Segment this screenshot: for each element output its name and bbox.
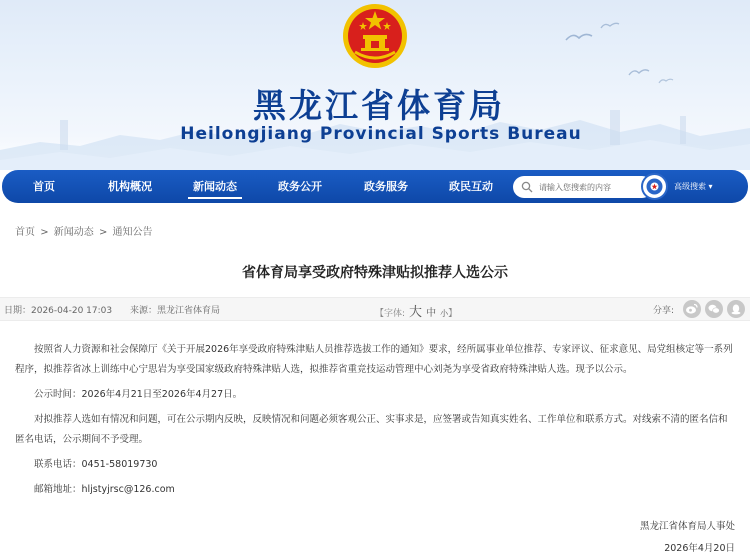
advanced-search-link[interactable]: 高级搜索 ▾ <box>674 182 713 191</box>
share-qq-icon[interactable] <box>727 300 745 318</box>
article-paragraph: 对拟推荐人选如有情况和问题，可在公示期内反映，反映情况和问题必须客观公正、实事求是，应签署或告知真实姓名、工作单位和联系方式。对线索不清的匿名信和匿名电话，公示期间不予受理。 <box>15 414 728 445</box>
article-paragraph: 按照省人力资源和社会保障厅《关于开展2026年享受政府特殊津贴人员推荐选拔工作的通知》要求，经所属事业单位推荐、专家评议、征求意见、局党组核定等一系列程序，拟推荐省冰上训练中心宁思岩为享受国家级政府特殊津贴人选，拟推荐省重竞技运动管理中心刘尧为享受省政府特殊津贴人选。现予以公示。 <box>15 344 733 375</box>
signature-organization: 黑龙江省体育局人事处 <box>639 521 735 532</box>
font-size-large-button[interactable]: 大 <box>409 305 423 320</box>
breadcrumb-separator: > <box>40 227 49 238</box>
font-size-small-button[interactable]: 小 <box>440 309 449 318</box>
nav-item-about[interactable]: 机构概况 <box>108 180 152 193</box>
font-size-label: 【字体: <box>375 309 406 319</box>
breadcrumb-news[interactable]: 新闻动态 <box>53 227 94 238</box>
site-header <box>0 0 750 170</box>
font-size-control <box>375 301 457 320</box>
article-body <box>15 340 735 500</box>
article-paragraph: 联系电话：0451-58019730 <box>34 459 158 470</box>
search-engine-logo-icon[interactable] <box>641 173 668 200</box>
nav-item-home[interactable]: 首页 <box>33 180 55 193</box>
nav-item-gov-affairs[interactable]: 政务公开 <box>278 180 322 193</box>
article-paragraph: 公示时间：2026年4月21日至2026年4月27日。 <box>34 389 243 400</box>
share-weibo-icon[interactable] <box>683 300 701 318</box>
font-size-medium-button[interactable]: 中 <box>426 308 437 319</box>
signature-date: 2026年4月20日 <box>664 543 735 553</box>
share-wechat-icon[interactable] <box>705 300 723 318</box>
nav-item-interaction[interactable]: 政民互动 <box>449 180 493 193</box>
nav-item-gov-services[interactable]: 政务服务 <box>364 180 408 193</box>
search-box <box>513 176 653 198</box>
article-source: 来源：黑龙江省体育局 <box>130 306 221 316</box>
breadcrumb-notices[interactable]: 通知公告 <box>112 227 153 238</box>
bird-icon <box>628 66 650 78</box>
breadcrumb <box>15 223 155 238</box>
search-icon[interactable] <box>521 181 533 193</box>
article-title: 省体育局享受政府特殊津贴拟推荐人选公示 <box>242 265 508 281</box>
search-input[interactable] <box>539 179 647 195</box>
article-paragraph: 邮箱地址：hljstyjrsc@126.com <box>34 484 175 495</box>
article-meta-bar <box>0 297 750 321</box>
national-emblem-icon <box>341 2 409 70</box>
bird-icon <box>565 30 593 44</box>
share-label: 分享: <box>653 306 675 316</box>
article-date: 日期：2026-04-20 17:03 <box>4 306 113 316</box>
bird-icon <box>600 20 620 30</box>
main-nav <box>2 170 748 203</box>
breadcrumb-separator: > <box>98 227 108 238</box>
site-title-en: Heilongjiang Provincial Sports Bureau <box>180 124 582 144</box>
font-size-label-close: 】 <box>448 309 458 319</box>
nav-item-news[interactable]: 新闻动态 <box>188 170 242 203</box>
site-title: 黑龙江省体育局 <box>253 86 505 125</box>
breadcrumb-home[interactable]: 首页 <box>15 227 35 238</box>
